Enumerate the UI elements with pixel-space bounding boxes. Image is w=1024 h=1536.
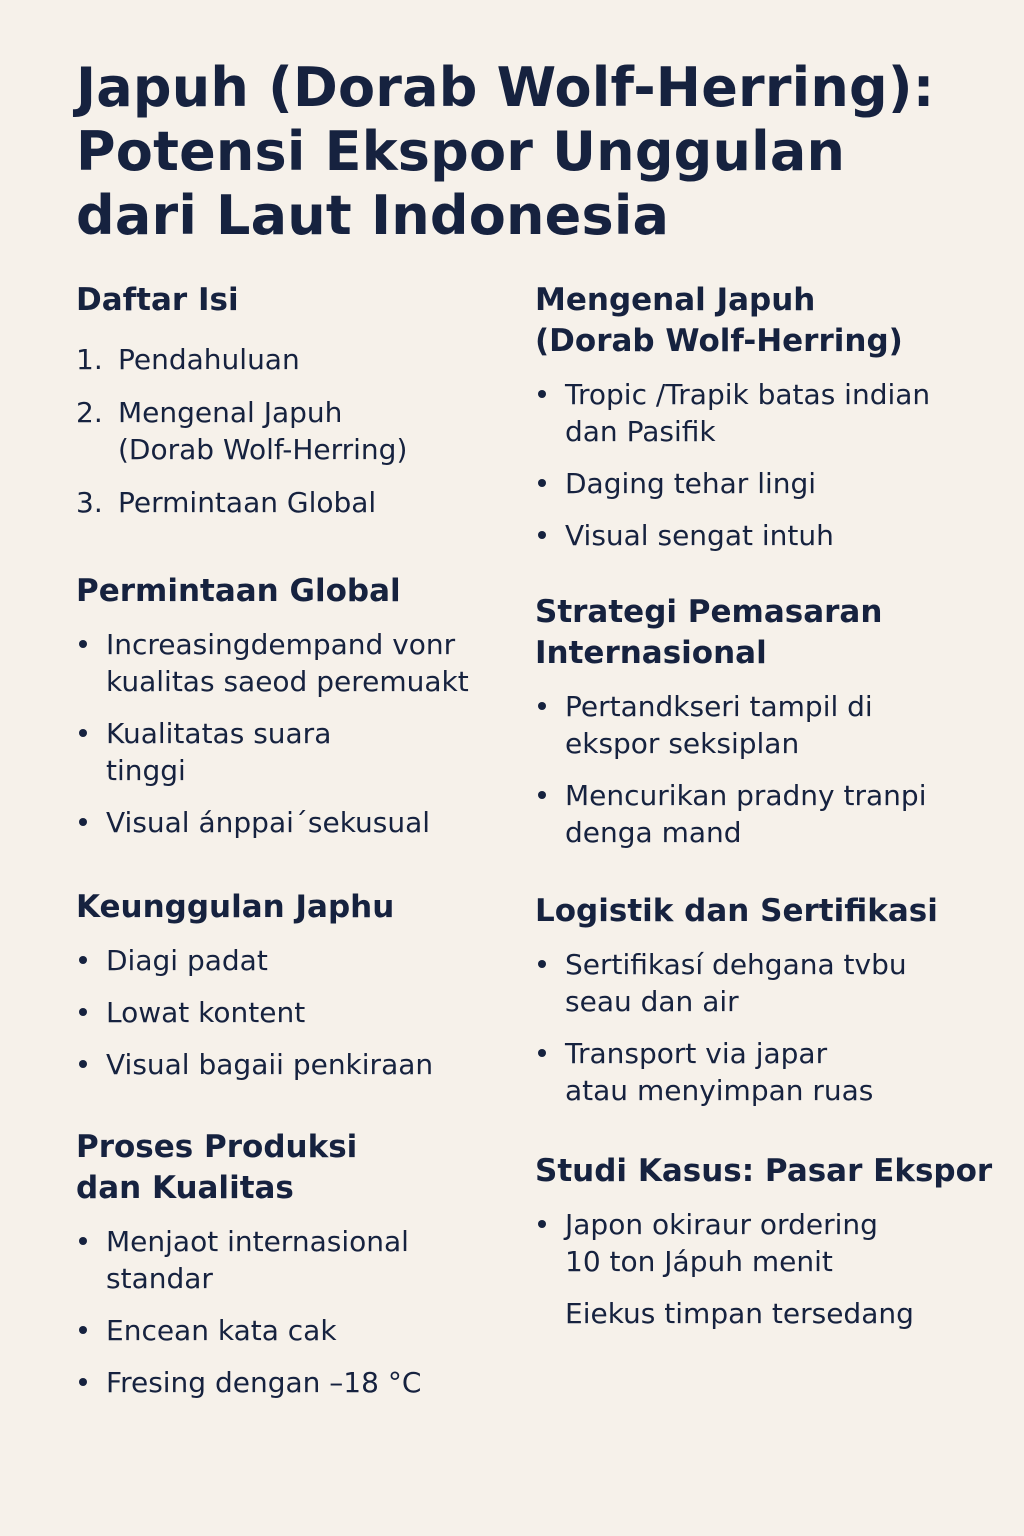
bullet-icon [538, 702, 546, 710]
title-line: dari Laut Indonesia [76, 184, 670, 247]
list-item-text: Visual bagaii penkiraan [106, 1048, 434, 1081]
heading-line: dan Kualitas [76, 1170, 294, 1206]
production-list [76, 1223, 506, 1401]
intro-section [535, 280, 995, 554]
list-item [535, 517, 995, 554]
list-item-text: Daging tehar lingi [565, 467, 817, 500]
global-demand-heading: Permintaan Global [76, 573, 401, 609]
bullet-icon [538, 1049, 546, 1057]
case-study-heading: Studi Kasus: Pasar Ekspor [535, 1153, 993, 1189]
toc-label: (Dorab Wolf-Herring) [118, 433, 408, 466]
bullet-icon [79, 1326, 87, 1334]
list-item-text: Eiekus timpan tersedang [565, 1297, 914, 1330]
list-item-text: Japon okiraur ordering [565, 1208, 878, 1241]
bullet-icon [538, 479, 546, 487]
list-item-text: Transport via japar [565, 1037, 828, 1070]
toc-item-pendahuluan[interactable] [76, 341, 506, 378]
bullet-icon [79, 956, 87, 964]
heading-line: (Dorab Wolf-Herring) [535, 323, 903, 359]
toc-label: Permintaan Global [118, 486, 377, 519]
case-study-section [535, 1151, 995, 1332]
bullet-icon [79, 1060, 87, 1068]
list-item [535, 946, 995, 1020]
bullet-icon [79, 818, 87, 826]
case-study-list [535, 1206, 995, 1332]
list-item-text: atau menyimpan ruas [565, 1074, 874, 1107]
bullet-icon [538, 390, 546, 398]
list-item [76, 1046, 506, 1083]
global-demand-list [76, 626, 506, 841]
advantages-list [76, 942, 506, 1083]
toc-section [76, 280, 506, 521]
marketing-section [535, 592, 995, 851]
toc-label: Pendahuluan [118, 343, 300, 376]
logistics-heading: Logistik dan Sertifikasi [535, 893, 938, 929]
list-item [76, 1312, 506, 1349]
advantages-section [76, 887, 506, 1083]
page-title [76, 56, 976, 248]
list-item-text: Menjaot internasional [106, 1225, 409, 1258]
list-item [535, 688, 995, 762]
intro-list [535, 376, 995, 554]
list-item-text: Fresing dengan –18 °C [106, 1366, 422, 1399]
heading-line: Proses Produksi [76, 1129, 358, 1165]
list-item [535, 465, 995, 502]
list-item-text: Increasingdempand vonr [106, 628, 456, 661]
list-item-text: Visual sengat intuh [565, 519, 834, 552]
list-item-text: 10 ton Jápuh menit [565, 1245, 833, 1278]
case-study-note [535, 1295, 995, 1332]
title-line: Japuh (Dorab Wolf-Herring): [76, 56, 935, 119]
logistics-section [535, 891, 995, 1109]
list-item-text: Encean kata cak [106, 1314, 337, 1347]
list-item-text: Pertandkseri tampil di [565, 690, 873, 723]
list-item-text: seau dan air [565, 985, 739, 1018]
list-item [535, 777, 995, 851]
list-item-text: denga mand [565, 816, 742, 849]
list-item [76, 994, 506, 1031]
list-item-text: tinggi [106, 754, 186, 787]
title-line: Potensi Ekspor Unggulan [76, 120, 846, 183]
global-demand-section [76, 571, 506, 841]
bullet-icon [538, 960, 546, 968]
list-item-text: Sertifikasí dehgana tvbu [565, 948, 907, 981]
bullet-icon [79, 640, 87, 648]
heading-line: Strategi Pemasaran [535, 594, 883, 630]
left-column [76, 280, 506, 1401]
bullet-icon [79, 1237, 87, 1245]
list-item-text: kualitas saeod peremuakt [106, 665, 469, 698]
list-item [535, 1206, 995, 1280]
list-item [535, 376, 995, 450]
list-item [76, 715, 506, 789]
marketing-heading [535, 592, 995, 674]
list-item-text: dan Pasifik [565, 415, 716, 448]
bullet-icon [538, 531, 546, 539]
list-item-text: Visual ánppai´sekusual [106, 806, 431, 839]
bullet-icon [79, 1378, 87, 1386]
toc-number: 1. [76, 343, 103, 376]
list-item-text: standar [106, 1262, 213, 1295]
list-item [76, 942, 506, 979]
list-item [76, 1223, 506, 1297]
logistics-list [535, 946, 995, 1109]
right-column [535, 280, 995, 1332]
toc-label: Mengenal Japuh [118, 396, 343, 429]
list-item-text: ekspor seksiplan [565, 727, 800, 760]
toc-item-permintaan-global[interactable] [76, 484, 506, 521]
list-item-text: Tropic /Trapik batas indian [565, 378, 931, 411]
bullet-icon [538, 1220, 546, 1228]
list-item [76, 1364, 506, 1401]
heading-line: Internasional [535, 635, 767, 671]
toc-number: 2. [76, 396, 103, 429]
marketing-list [535, 688, 995, 851]
heading-line: Mengenal Japuh [535, 282, 816, 318]
advantages-heading: Keunggulan Japhu [76, 889, 395, 925]
intro-heading [535, 280, 995, 362]
list-item [76, 626, 506, 700]
production-heading [76, 1127, 506, 1209]
bullet-icon [79, 729, 87, 737]
list-item-text: Kualitatas suara [106, 717, 332, 750]
bullet-icon [79, 1008, 87, 1016]
list-item-text: Diagi padat [106, 944, 268, 977]
list-item-text: Lowat kontent [106, 996, 306, 1029]
list-item-text: Mencurikan pradny tranpi [565, 779, 927, 812]
toc-item-mengenal-japuh[interactable] [76, 394, 506, 468]
bullet-icon [538, 791, 546, 799]
toc-list [76, 341, 506, 521]
toc-heading: Daftar Isi [76, 282, 239, 318]
list-item [76, 804, 506, 841]
production-section [76, 1127, 506, 1401]
list-item [535, 1035, 995, 1109]
toc-number: 3. [76, 486, 103, 519]
